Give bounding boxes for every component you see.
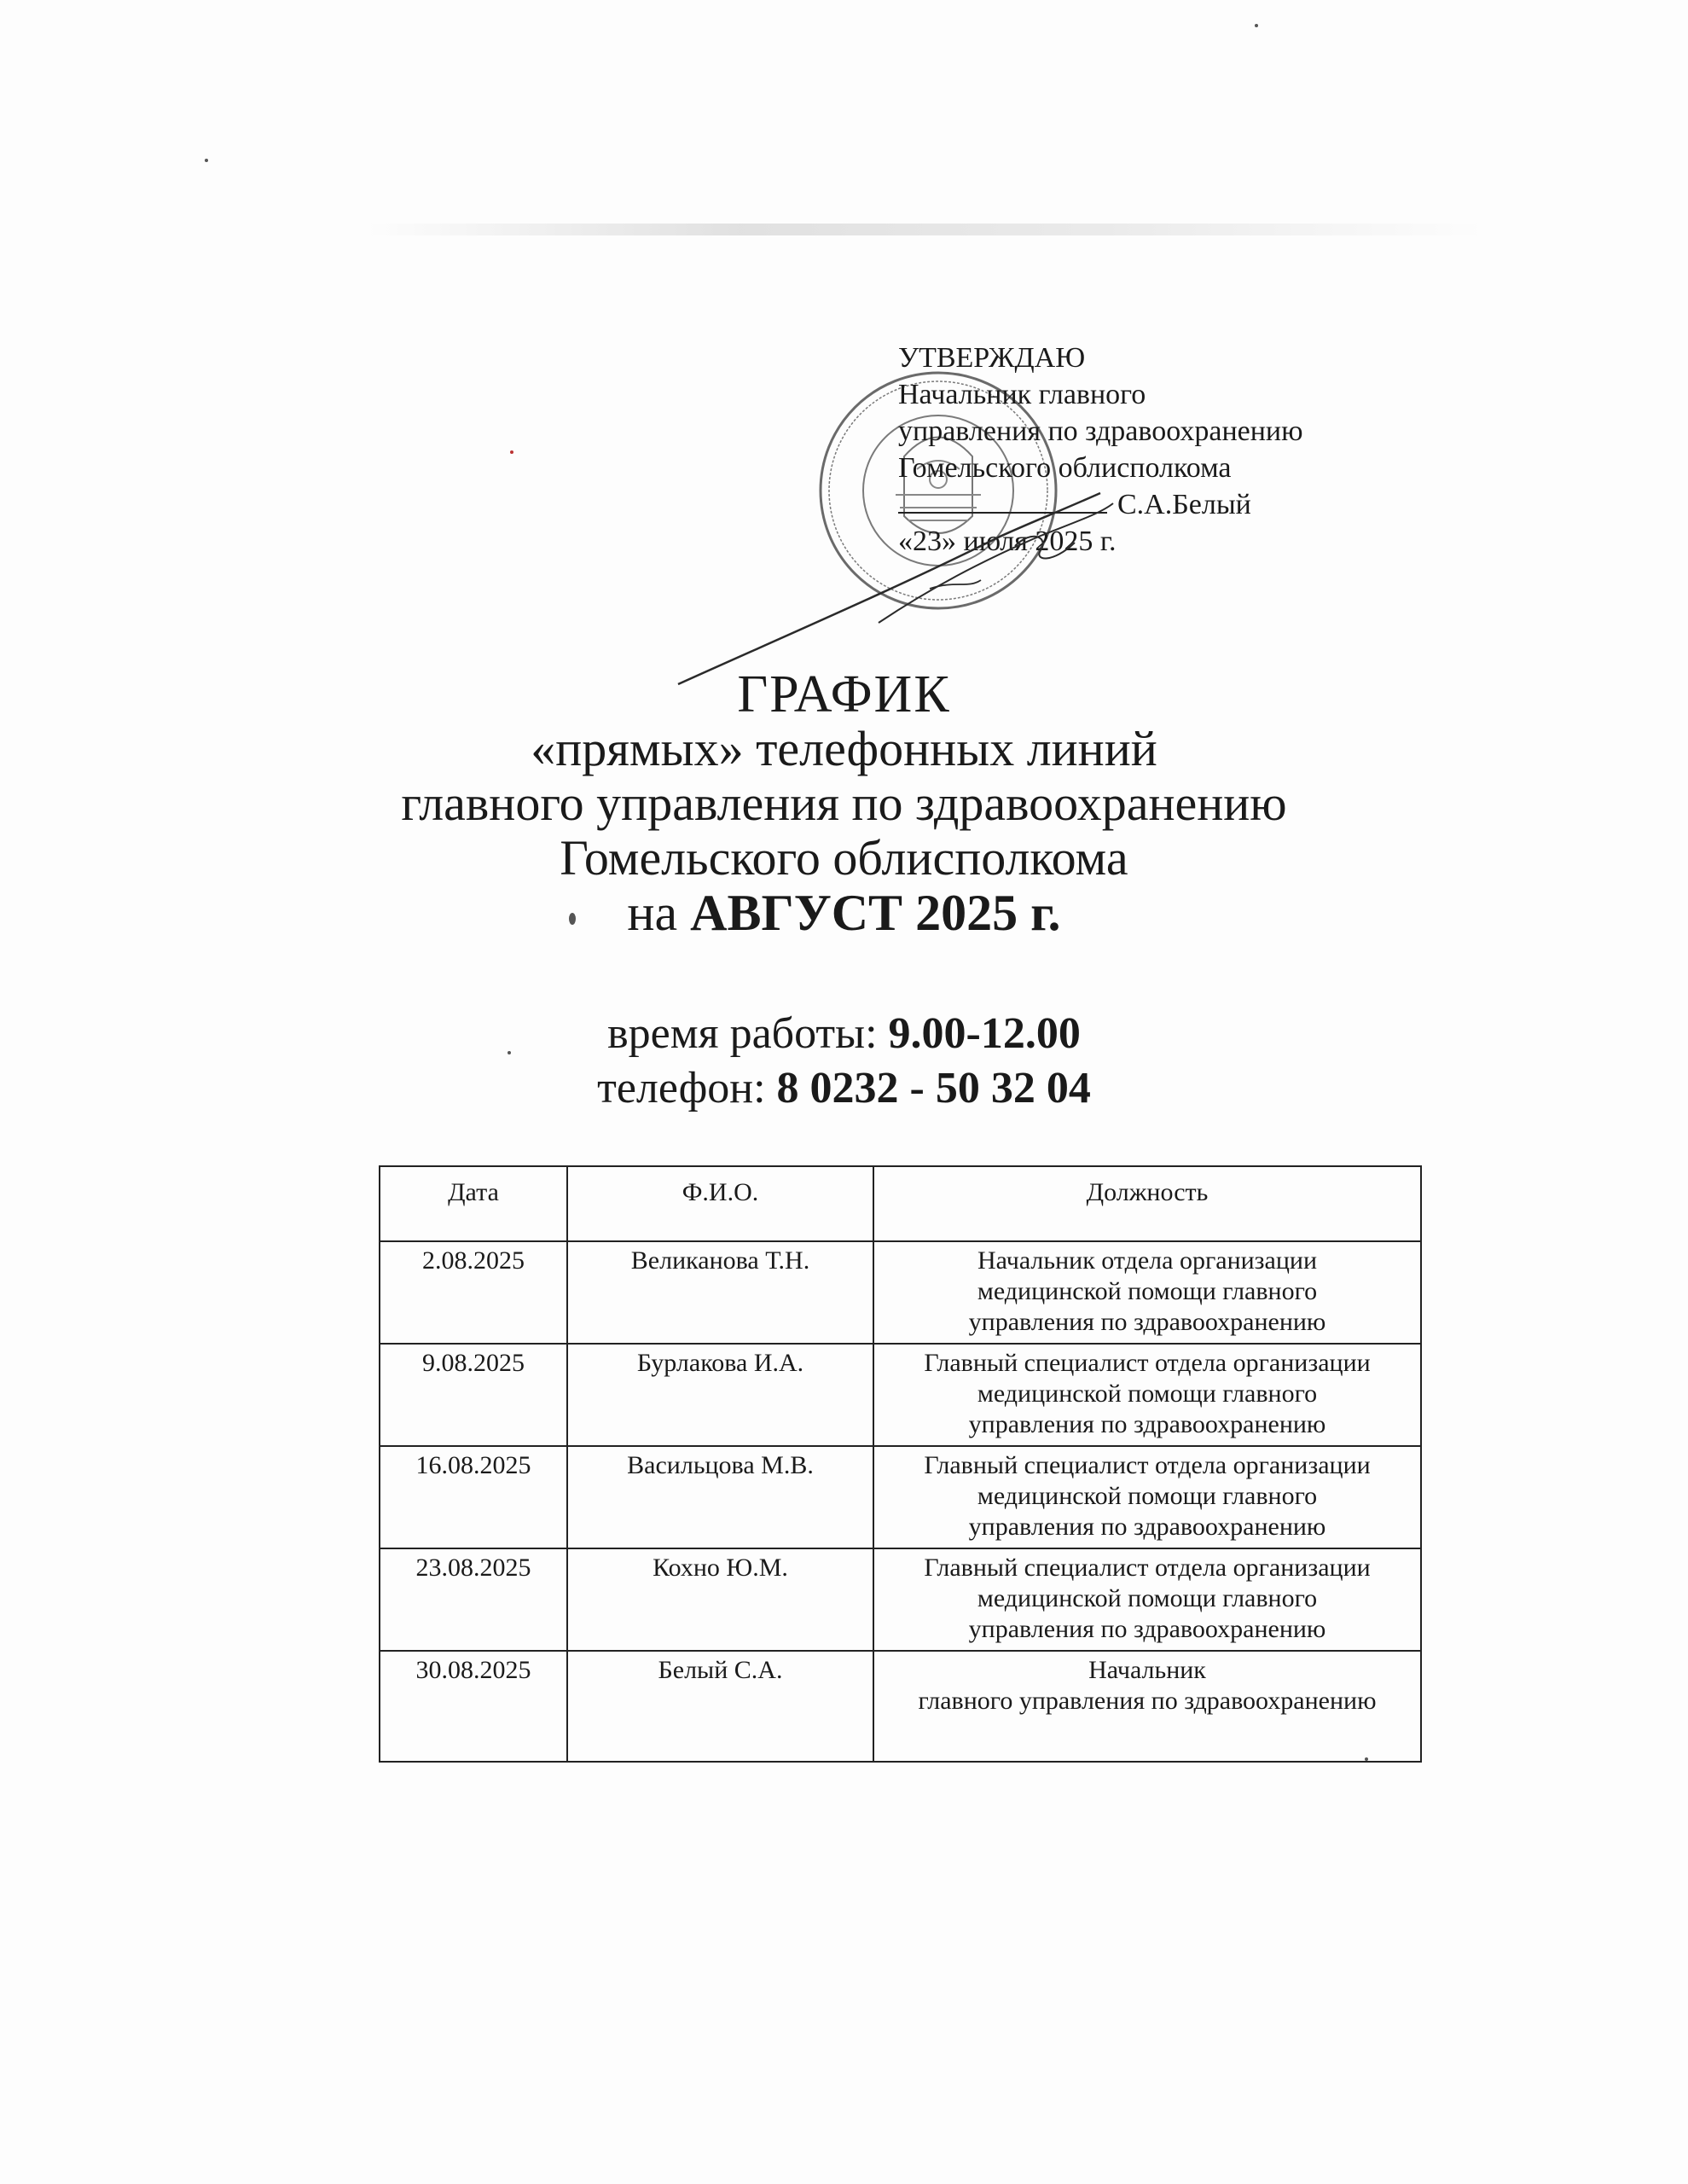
position-line: медицинской помощи главного	[977, 1584, 1318, 1612]
position-line: главного управления по здравоохранению	[918, 1687, 1377, 1715]
position-line: управления по здравоохранению	[968, 1410, 1326, 1438]
row-name: Васильцова М.В.	[567, 1446, 873, 1548]
schedule-table	[379, 1165, 1422, 1763]
row-position	[873, 1446, 1421, 1548]
row-date: 23.08.2025	[380, 1548, 567, 1651]
document-heading	[0, 667, 1688, 940]
heading-line: Гомельского облисполкома	[560, 830, 1128, 886]
row-name: Белый С.А.	[567, 1651, 873, 1762]
hours-line	[0, 1007, 1688, 1061]
position-line: управления по здравоохранению	[968, 1513, 1326, 1541]
heading-line: главного управления по здравоохранению	[401, 775, 1287, 831]
table-row	[380, 1344, 1421, 1446]
phone-label: телефон:	[597, 1064, 766, 1112]
row-date: 30.08.2025	[380, 1651, 567, 1762]
row-date: 2.08.2025	[380, 1241, 567, 1344]
position-line: Главный специалист отдела организации	[924, 1451, 1371, 1479]
document-title: ГРАФИК	[737, 665, 951, 723]
month-value: АВГУСТ 2025 г.	[690, 885, 1061, 941]
approval-title: УТВЕРЖДАЮ	[898, 342, 1086, 374]
handwritten-signature	[674, 461, 1117, 691]
row-date: 9.08.2025	[380, 1344, 567, 1446]
row-name: Бурлакова И.А.	[567, 1344, 873, 1446]
contact-info	[0, 1007, 1688, 1116]
position-line: Начальник отдела организации	[977, 1246, 1318, 1275]
row-date: 16.08.2025	[380, 1446, 567, 1548]
hours-label: время работы:	[607, 1009, 878, 1058]
position-line: Главный специалист отдела организации	[924, 1349, 1371, 1377]
heading-line: «прямых» телефонных линий	[531, 721, 1157, 776]
table-row	[380, 1548, 1421, 1651]
position-line: Начальник	[1088, 1656, 1206, 1684]
approval-position-line: Гомельского облисполкома	[898, 452, 1232, 484]
month-prefix: на	[627, 885, 678, 941]
position-line: управления по здравоохранению	[968, 1308, 1326, 1336]
approval-position-line: Начальник главного	[898, 379, 1146, 410]
row-name: Великанова Т.Н.	[567, 1241, 873, 1344]
row-position	[873, 1651, 1421, 1762]
phone-line	[0, 1061, 1688, 1116]
table-row	[380, 1241, 1421, 1344]
approval-signer: С.А.Белый	[1117, 489, 1251, 520]
header-date: Дата	[380, 1166, 567, 1241]
hours-value: 9.00-12.00	[888, 1009, 1081, 1058]
row-name: Кохно Ю.М.	[567, 1548, 873, 1651]
approval-date: «23» июля 2025 г.	[898, 526, 1117, 557]
position-line: медицинской помощи главного	[977, 1277, 1318, 1305]
position-line: медицинской помощи главного	[977, 1380, 1318, 1408]
table-header-row	[380, 1166, 1421, 1241]
position-line: управления по здравоохранению	[968, 1615, 1326, 1643]
scan-speck	[205, 159, 208, 162]
header-position: Должность	[873, 1166, 1421, 1241]
position-line: Главный специалист отдела организации	[924, 1554, 1371, 1582]
phone-value: 8 0232 - 50 32 04	[776, 1064, 1091, 1112]
table-row	[380, 1446, 1421, 1548]
row-position	[873, 1548, 1421, 1651]
position-line: медицинской помощи главного	[977, 1482, 1318, 1510]
header-name: Ф.И.О.	[567, 1166, 873, 1241]
scan-speck	[510, 450, 513, 454]
row-position	[873, 1344, 1421, 1446]
approval-position-line: управления по здравоохранению	[898, 415, 1303, 447]
scan-speck	[1255, 24, 1258, 27]
heading-month-line	[0, 886, 1688, 940]
scan-artifact	[367, 224, 1484, 235]
table-row	[380, 1651, 1421, 1762]
row-position	[873, 1241, 1421, 1344]
